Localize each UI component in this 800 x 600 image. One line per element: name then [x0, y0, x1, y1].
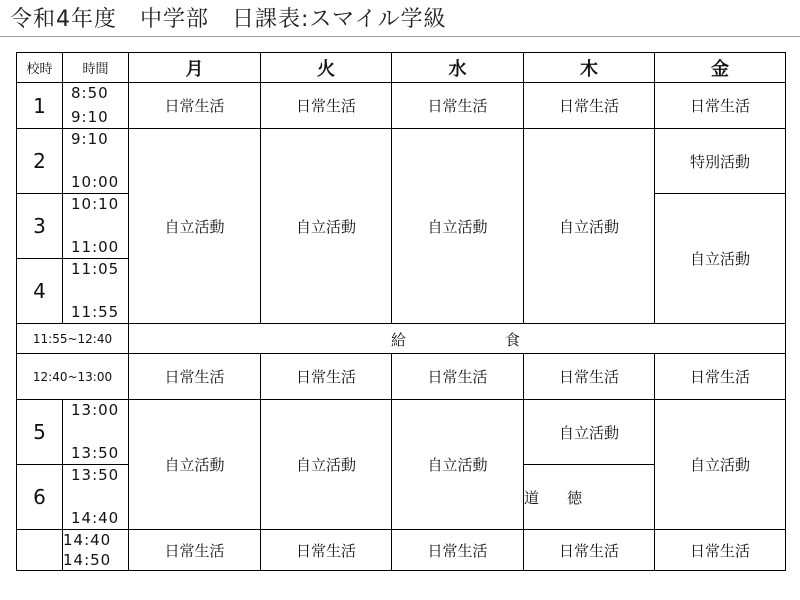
lunch-time: 11:55~12:40	[17, 324, 129, 354]
time-start: 10:10	[71, 195, 120, 213]
cell-thu: 日常生活	[524, 530, 655, 571]
lunch-cell	[129, 324, 786, 354]
cell-fri-block: 自立活動	[655, 400, 786, 530]
cell-wed: 日常生活	[392, 530, 524, 571]
cell-fri: 特別活動	[655, 129, 786, 194]
cell-fri-block: 自立活動	[655, 194, 786, 324]
row-lunch	[17, 324, 786, 354]
time-cell	[63, 400, 129, 465]
time-end: 11:55	[71, 303, 120, 321]
time-end: 11:00	[71, 238, 120, 256]
time-start: 9:10	[71, 130, 109, 148]
time-cell	[63, 259, 129, 324]
time-cell	[63, 129, 129, 194]
moral-label-a: 道	[524, 488, 540, 507]
time-start: 14:40	[63, 531, 112, 549]
header-fri: 金	[655, 53, 786, 83]
row-closing	[17, 530, 786, 571]
cell-tue: 日常生活	[261, 83, 392, 129]
cell-thu: 日常生活	[524, 354, 655, 400]
row-period-2	[17, 129, 786, 194]
cell-mon-block: 自立活動	[129, 400, 261, 530]
header-mon: 月	[129, 53, 261, 83]
cell-tue-block: 自立活動	[261, 400, 392, 530]
lunch-label-b: 食	[505, 330, 521, 349]
time-start: 13:00	[71, 401, 120, 419]
time-cell	[63, 465, 129, 530]
header-thu: 木	[524, 53, 655, 83]
period-empty	[17, 530, 63, 571]
cell-fri: 日常生活	[655, 83, 786, 129]
cell-tue: 日常生活	[261, 530, 392, 571]
row-period-1	[17, 83, 786, 129]
time-start: 8:50	[71, 84, 109, 102]
time-end: 14:40	[71, 509, 120, 527]
header-tue: 火	[261, 53, 392, 83]
schedule-table	[16, 52, 786, 571]
cell-wed: 日常生活	[392, 354, 524, 400]
cell-fri: 日常生活	[655, 530, 786, 571]
header-period: 校時	[17, 53, 63, 83]
period-number: 2	[17, 129, 63, 194]
period-number: 5	[17, 400, 63, 465]
cell-wed-block: 自立活動	[392, 400, 524, 530]
time-end: 10:00	[71, 173, 120, 191]
cell-tue: 日常生活	[261, 354, 392, 400]
midday-time: 12:40~13:00	[17, 354, 129, 400]
period-number: 6	[17, 465, 63, 530]
cell-mon: 日常生活	[129, 530, 261, 571]
period-number: 4	[17, 259, 63, 324]
header-row	[17, 53, 786, 83]
period-number: 1	[17, 83, 63, 129]
cell-thu: 自立活動	[524, 400, 655, 465]
cell-mon-block: 自立活動	[129, 129, 261, 324]
cell-thu-moral	[524, 465, 655, 530]
cell-mon: 日常生活	[129, 354, 261, 400]
cell-fri: 日常生活	[655, 354, 786, 400]
cell-tue-block: 自立活動	[261, 129, 392, 324]
cell-mon: 日常生活	[129, 83, 261, 129]
time-cell	[63, 83, 129, 129]
cell-thu-block: 自立活動	[524, 129, 655, 324]
moral-label-b: 徳	[567, 488, 583, 507]
lunch-label-a: 給	[391, 330, 407, 349]
header-wed: 水	[392, 53, 524, 83]
time-start: 11:05	[71, 260, 120, 278]
title-divider	[0, 36, 800, 37]
cell-wed-block: 自立活動	[392, 129, 524, 324]
time-end: 14:50	[63, 551, 112, 569]
time-start: 13:50	[71, 466, 120, 484]
page-title: 令和4年度 中学部 日課表:スマイル学級	[10, 7, 447, 32]
header-time: 時間	[63, 53, 129, 83]
cell-wed: 日常生活	[392, 83, 524, 129]
time-end: 9:10	[71, 108, 109, 126]
time-cell	[63, 194, 129, 259]
period-number: 3	[17, 194, 63, 259]
cell-thu: 日常生活	[524, 83, 655, 129]
time-end: 13:50	[71, 444, 120, 462]
time-cell	[63, 530, 129, 571]
row-midday	[17, 354, 786, 400]
row-period-5	[17, 400, 786, 465]
